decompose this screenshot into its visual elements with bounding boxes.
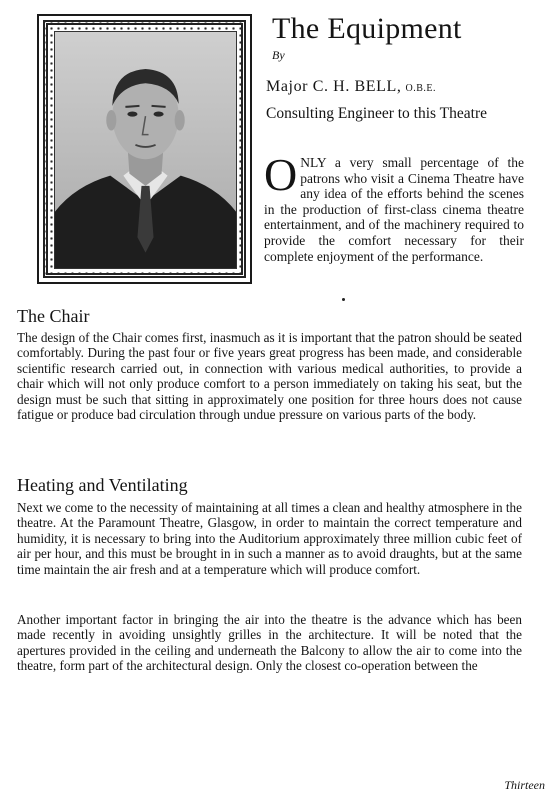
- intro-paragraph: [264, 149, 524, 264]
- portrait-border: [43, 20, 246, 278]
- portrait-illustration: [55, 32, 236, 268]
- author-portrait-photo: [54, 31, 237, 269]
- author-name-text: Major C. H. BELL,: [266, 78, 402, 95]
- intro-text: NLY a very small percentage of the patrons who visit a Cinema Theatre have any idea of the efforts behind the scenes in the production of first-class cinema theatre entertainment, and of the machinery required to provide the comfort necessary for their complete enjoyment of the performance.: [264, 155, 524, 264]
- heating-paragraph-2: Another important factor in bringing the air into the theatre is the advance which has been made recently in avoiding unsightly grilles in the architecture. It will be noted that the apertures provided in the ceiling and underneath the Balcony to allow the air to come into the theatre, form part of the architectural design. Only the closest co-operation between the: [17, 612, 522, 674]
- page-number: Thirteen: [504, 778, 545, 792]
- author-honour: O.B.E.: [405, 83, 437, 94]
- heating-paragraph-1: Next we come to the necessity of maintaining at all times a clean and healthy atmosphere in the theatre. At the Paramount Theatre, Glasgow, in order to maintain the correct temperature and humidity, it is necessary to bring into the Auditorium approximately three million cubic feet of air per hour, and this must be brought in in such a manner as to avoid draughts, but at the same time maintain the air fresh and at a temperature which will produce comfort.: [17, 500, 522, 577]
- article-title: The Equipment: [272, 12, 462, 45]
- stray-dot: [342, 298, 345, 301]
- section-heading-chair: The Chair: [17, 306, 90, 326]
- author-name: [266, 78, 436, 96]
- byline: By: [272, 48, 285, 62]
- portrait-frame: [37, 14, 252, 284]
- drop-cap: O: [264, 149, 298, 200]
- author-role: Consulting Engineer to this Theatre: [266, 105, 487, 122]
- chair-paragraph: The design of the Chair comes first, inasmuch as it is important that the patron should be seated comfortably. During the past four or five years great progress has been made, and considerable scientific research carried out, in connection with various medical authorities, to provide a chair which will not only produce comfort to a person immediately on taking his seat, but the design must be such that sitting in approximately one position for three hours does not cause fatigue or produce bad circulation through undue pressure on various parts of the body.: [17, 330, 522, 423]
- section-heading-heating: Heating and Ventilating: [17, 475, 188, 495]
